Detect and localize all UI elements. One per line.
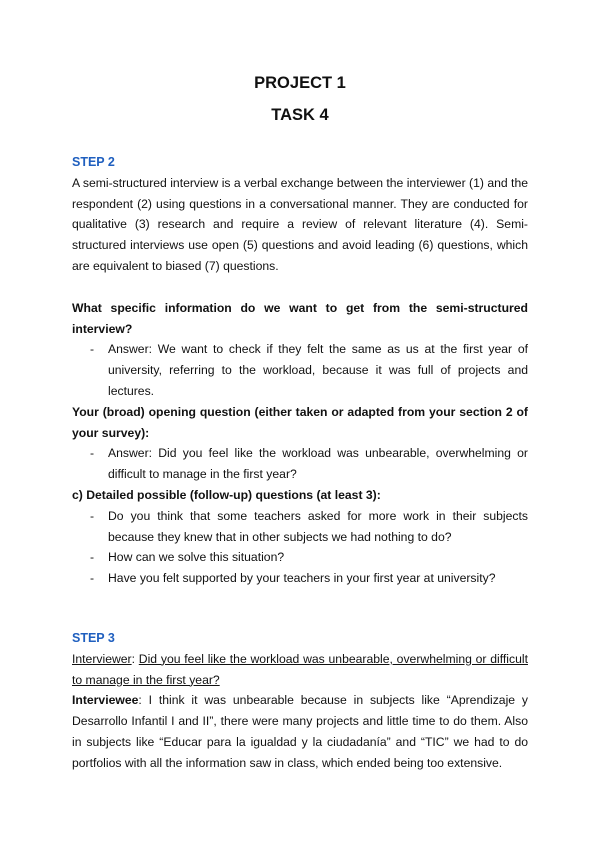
step2-heading: STEP 2 bbox=[72, 155, 115, 169]
dash-bullet: - bbox=[90, 446, 95, 461]
document-page bbox=[72, 72, 528, 774]
interviewer-label: Interviewer bbox=[72, 651, 132, 666]
followup-text: How can we solve this situation? bbox=[108, 550, 285, 565]
question-opening: Your (broad) opening question (either taken or adapted from your section 2 of your survey): bbox=[72, 404, 528, 440]
followup-text: Have you felt supported by your teachers in your first year at university? bbox=[108, 571, 496, 586]
dash-bullet: - bbox=[90, 508, 95, 523]
step3-heading: STEP 3 bbox=[72, 630, 115, 645]
list-item bbox=[72, 443, 528, 485]
list-item bbox=[72, 547, 528, 568]
answer-list-1 bbox=[72, 339, 528, 401]
list-item bbox=[72, 506, 528, 548]
list-item bbox=[72, 568, 528, 589]
dash-bullet: - bbox=[90, 550, 95, 565]
followup-text: Do you think that some teachers asked for more work in their subjects because they knew that in other subjects we had nothing to do? bbox=[108, 508, 528, 544]
document-subtitle: TASK 4 bbox=[271, 106, 329, 124]
question-followups: c) Detailed possible (follow-up) questions (at least 3): bbox=[72, 487, 381, 502]
followup-list bbox=[72, 506, 528, 589]
answer-text: Answer: Did you feel like the workload was unbearable, overwhelming or difficult to manage in the first year? bbox=[108, 446, 528, 482]
interviewer-question: Did you feel like the workload was unbearable, overwhelming or difficult to manage in the first year? bbox=[72, 651, 528, 687]
interviewer-separator: : bbox=[131, 651, 139, 666]
interviewee-answer: I think it was unbearable because in subjects like “Aprendizaje y Desarrollo Infantil I and II”, there were many projects and little time to do them. Also in subjects like “Educar para la igualdad y la ciudadanía” and “TIC” we had to do portfolios with all the information saw in class, which ended being too extensive. bbox=[72, 693, 528, 770]
interviewee-line bbox=[72, 690, 528, 773]
step2-paragraph: A semi-structured interview is a verbal exchange between the interviewer (1) and the respondent (2) using questions in a conversational manner. They are conducted for qualitative (3) research and require a review of relevant literature (4). Semi-structured interviews use open (5) questions and avoid leading (6) questions, which are equivalent to biased (7) questions. bbox=[72, 175, 528, 273]
answer-list-2 bbox=[72, 443, 528, 485]
list-item bbox=[72, 339, 528, 401]
document-title: PROJECT 1 bbox=[254, 74, 346, 92]
answer-text: Answer: We want to check if they felt the same as us at the first year of university, referring to the workload, because it was full of projects and lectures. bbox=[108, 342, 528, 398]
interviewer-line bbox=[72, 649, 528, 691]
interviewee-separator: : bbox=[138, 693, 149, 708]
question-specific-info: What specific information do we want to get from the semi-structured interview? bbox=[72, 300, 528, 336]
dash-bullet: - bbox=[90, 342, 95, 357]
dash-bullet: - bbox=[90, 571, 95, 586]
interviewee-label: Interviewee bbox=[72, 693, 139, 708]
